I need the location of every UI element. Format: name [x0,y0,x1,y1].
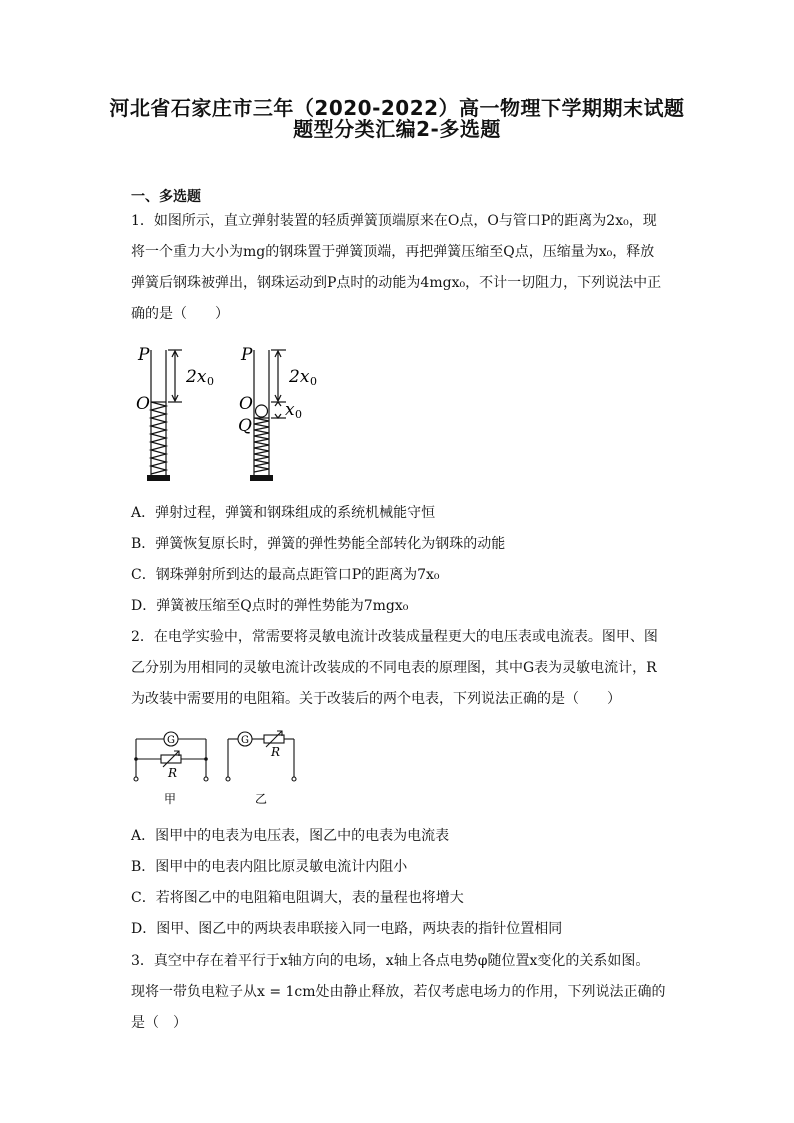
label-p-b: P [241,345,253,365]
jia-r-label: R [168,766,178,780]
label-2x0-a-sub: 0 [207,375,214,388]
q2-option-b: B．图甲中的电表内阻比原灵敏电流计内阻小 [131,859,408,875]
yi-g-label: G [241,735,249,746]
q1-stem-line-3: 弹簧后钢珠被弹出，钢珠运动到P点时的动能为4mgx₀，不计一切阻力，下列说法中正 [131,275,662,291]
q2-stem-line-3: 为改装中需要用的电阻箱。关于改装后的两个电表，下列说法正确的是（ ） [131,691,621,707]
q1-option-d: D．弹簧被压缩至Q点时的弹性势能为7mgx₀ [131,598,409,614]
q2-option-a: A．图甲中的电表为电压表，图乙中的电表为电流表 [131,828,450,844]
label-2x0-b-sub: 0 [310,375,317,388]
q2-stem-line-2: 乙分别为用相同的灵敏电流计改装成的不同电表的原理图，其中G表为灵敏电流计，R [131,660,657,676]
launcher-a [151,350,182,475]
yi-caption: 乙 [255,792,268,806]
label-x0-b-sub: 0 [295,408,302,421]
q1-spring-launcher-figure [130,340,330,490]
q3-stem-line-1: 3．真空中存在着平行于x轴方向的电场，x轴上各点电势φ随位置x变化的关系如图。 [131,953,650,969]
q1-stem-line-4: 确的是（ ） [131,306,229,322]
label-q-b: Q [238,416,252,436]
q2-stem-line-1: 2．在电学实验中，常需要将灵敏电流计改装成量程更大的电压表或电流表。图甲、图 [131,629,658,645]
label-2x0-a: 2x [186,367,207,387]
jia-node-right [204,757,208,761]
circuit-yi [226,731,296,781]
q1-option-c: C．钢珠弹射所到达的最高点距管口P的距离为7x₀ [131,567,440,583]
section-heading: 一、多选题 [131,189,201,205]
label-x0-b: x [285,400,295,420]
launcher-b [254,350,286,475]
label-2x0-b: 2x [289,367,310,387]
document-title-line-1: 河北省石家庄市三年（2020-2022）高一物理下学期期末试题 [109,96,685,120]
q1-option-b: B．弹簧恢复原长时，弹簧的弹性势能全部转化为钢珠的动能 [131,536,506,552]
document-title-line-2: 题型分类汇编2-多选题 [293,117,501,141]
label-o-b: O [239,394,253,414]
label-p-a: P [138,345,150,365]
jia-node-left [134,757,138,761]
launcher-a-base [147,475,170,481]
q3-stem-line-3: 是（ ） [131,1015,187,1031]
q2-option-c: C．若将图乙中的电阻箱电阻调大，表的量程也将增大 [131,890,464,906]
launcher-b-base [250,475,273,481]
yi-r-label: R [271,745,281,759]
q2-option-d: D．图甲、图乙中的两块表串联接入同一电路，两块表的指针位置相同 [131,921,563,937]
q3-stem-line-2: 现将一带负电粒子从x = 1cm处由静止释放，若仅考虑电场力的作用，下列说法正确的 [131,984,666,1000]
jia-caption: 甲 [164,792,177,806]
q1-stem-line-1: 1．如图所示，直立弹射装置的轻质弹簧顶端原来在O点，O与管口P的距离为2x₀，现 [131,213,657,229]
q1-stem-line-2: 将一个重力大小为mg的钢珠置于弹簧顶端，再把弹簧压缩至Q点，压缩量为x₀，释放 [131,244,655,260]
q2-circuit-figure [128,725,308,810]
label-o-a: O [136,394,150,414]
jia-g-label: G [167,735,175,746]
q1-option-a: A．弹射过程，弹簧和钢珠组成的系统机械能守恒 [131,505,436,521]
